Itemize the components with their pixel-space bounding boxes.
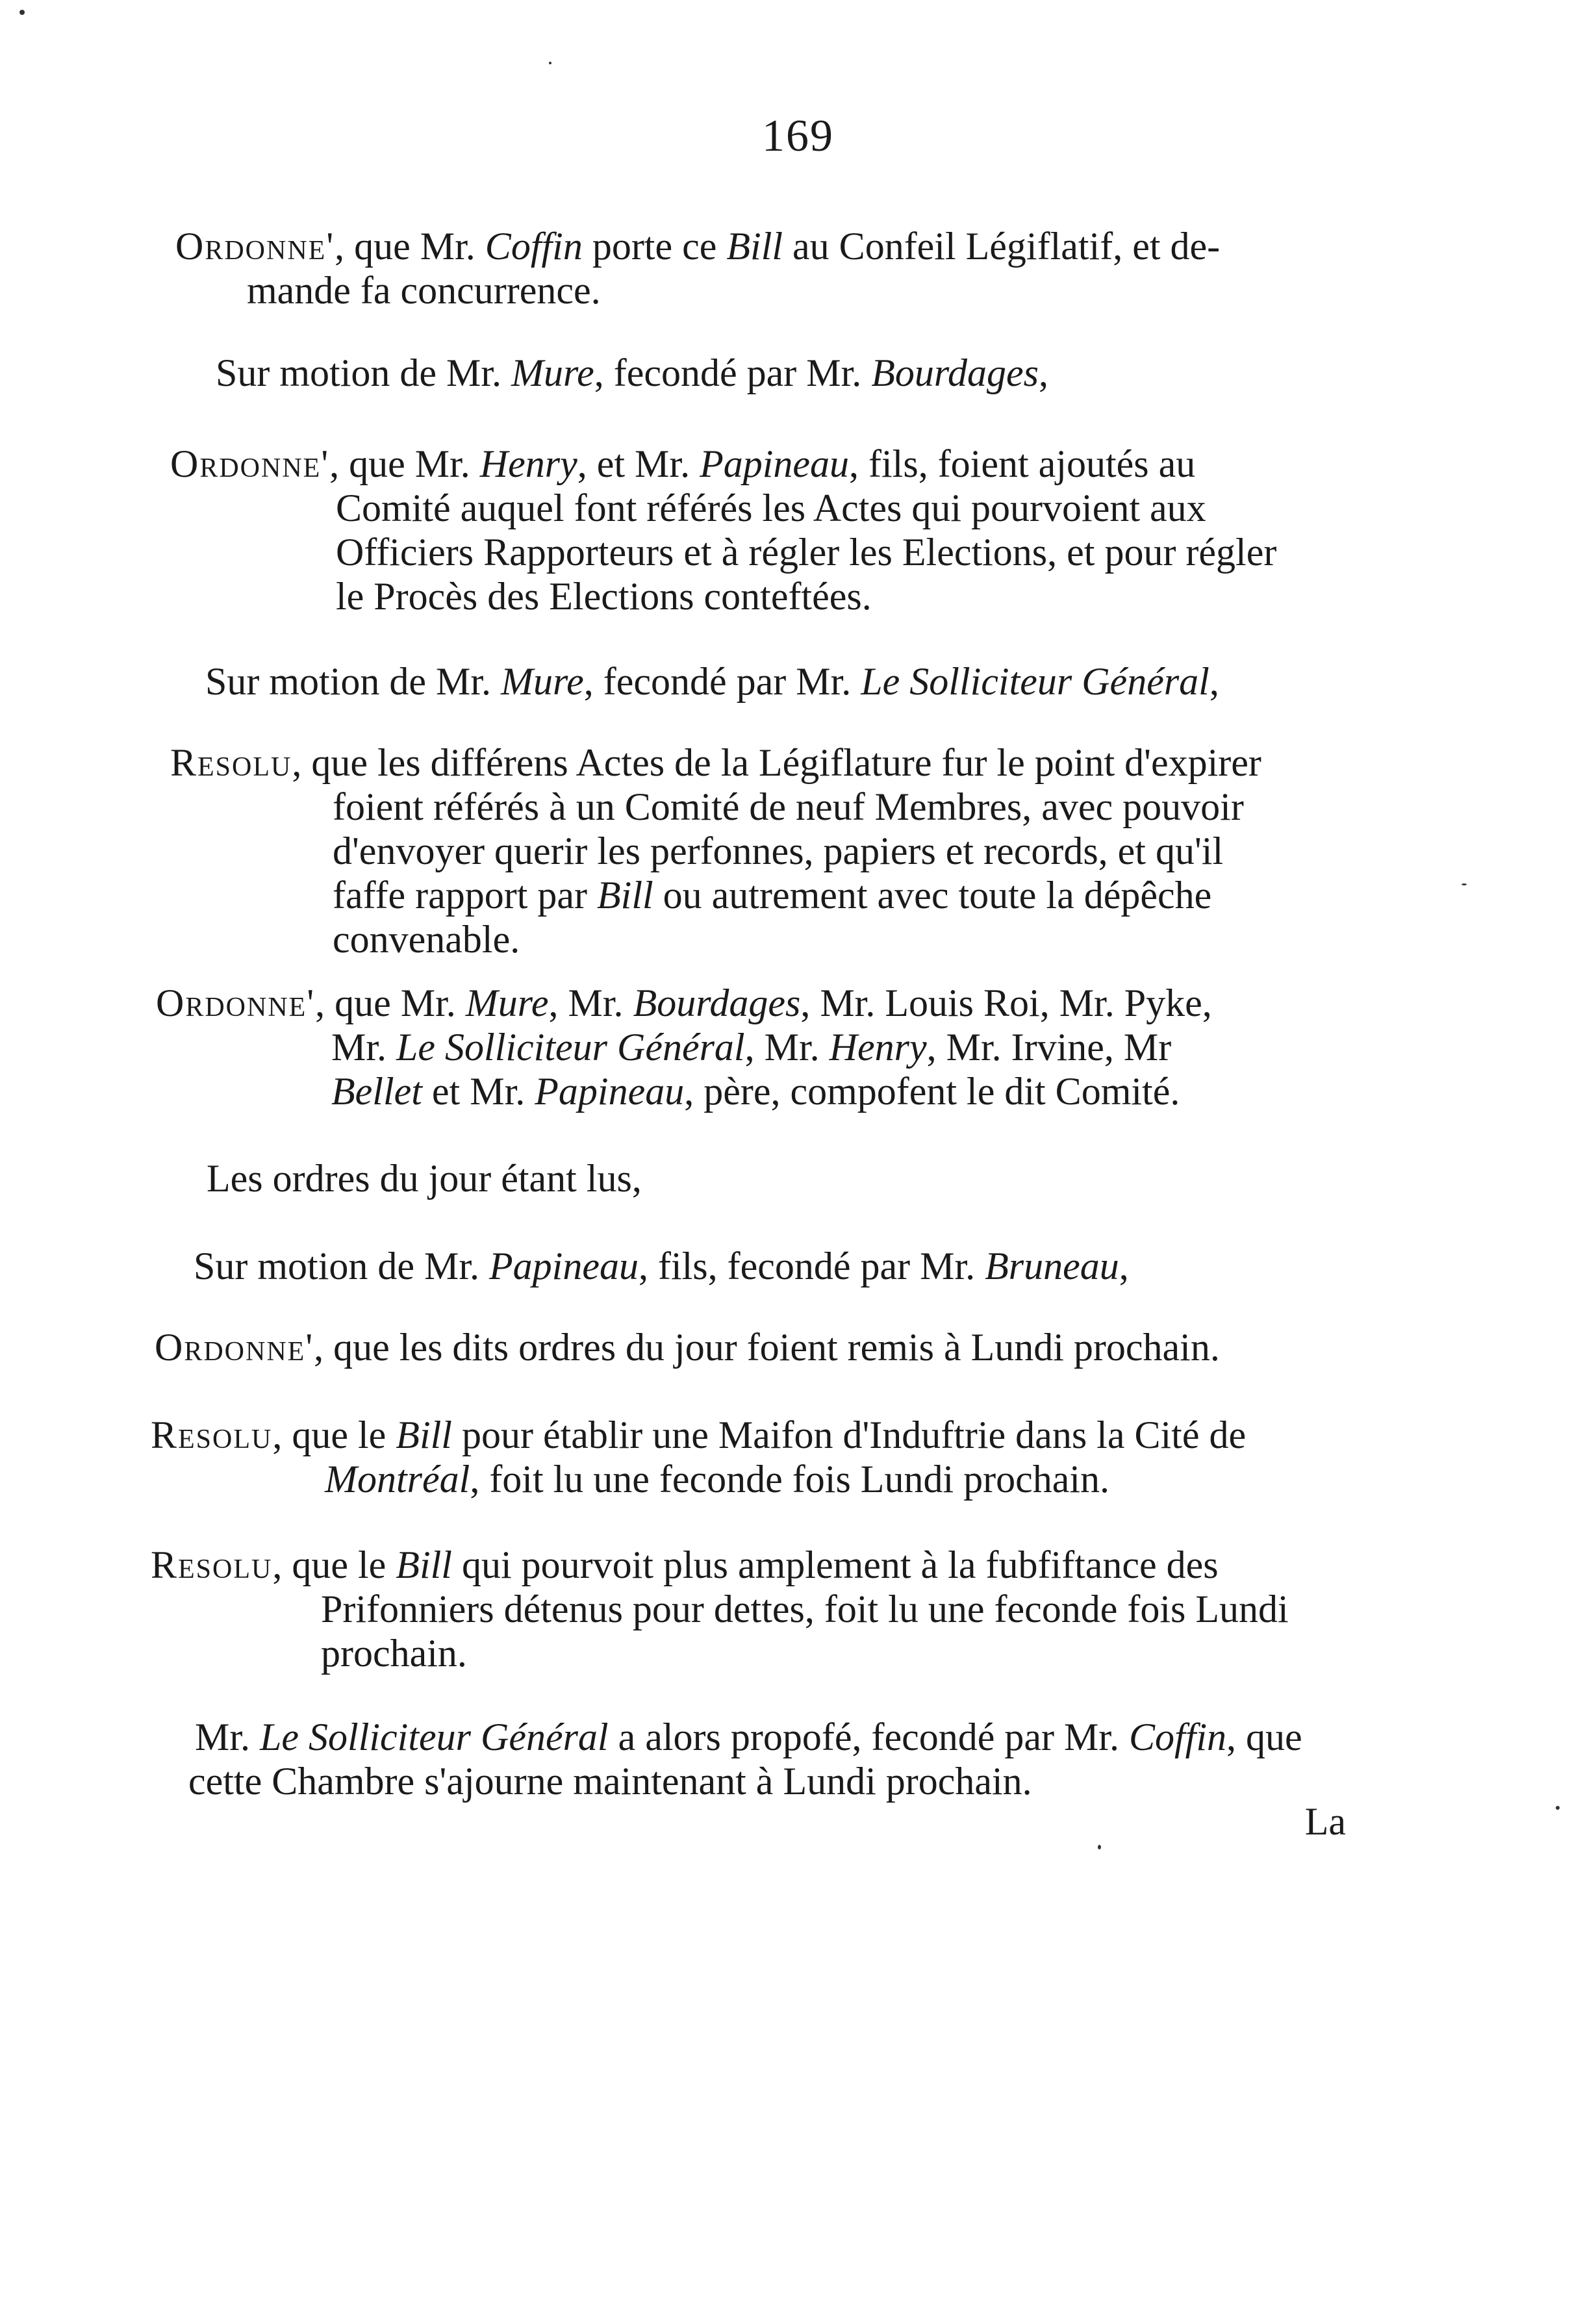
name-italic: Le Solliciteur Général (396, 1026, 745, 1069)
text-line (188, 1759, 1302, 1803)
text-line (333, 873, 1261, 917)
entry-ordonne-coffin-bill (175, 224, 1220, 312)
text-line (331, 1069, 1212, 1113)
keyword-ordonne: Ordonne' (170, 442, 330, 485)
text-line (333, 785, 1261, 829)
print-speck (1098, 1845, 1101, 1849)
text-span: , foit lu une feconde fois Lundi prochain. (470, 1458, 1110, 1501)
text-span: Officiers Rapporteurs et à régler les Elections, et pour régler (336, 531, 1277, 574)
name-italic: Bourdages (871, 351, 1039, 394)
text-line (321, 1631, 1289, 1675)
name-italic: Henry (479, 442, 577, 485)
keyword-resolu: Resolu (170, 741, 292, 784)
entry-motion-mure-bourdages (216, 351, 1048, 395)
text-span: , fecondé par Mr. (583, 660, 861, 703)
text-span: , Mr. (744, 1026, 830, 1069)
text-span: , fecondé par Mr. (594, 351, 872, 394)
keyword-resolu: Resolu (151, 1543, 273, 1586)
entry-motion-mure-solliciteur (205, 659, 1219, 704)
text-span: , que (1226, 1716, 1302, 1758)
entry-ordres-du-jour (207, 1156, 642, 1200)
text-line (331, 1025, 1212, 1069)
text-span: d'envoyer querir les perfonnes, papiers et records, et qu'il (333, 830, 1224, 872)
keyword-ordonne: Ordonne' (175, 225, 335, 268)
text-span: , fils, fecondé par Mr. (638, 1245, 985, 1287)
text-span: , que Mr. (315, 982, 466, 1024)
term-italic: Bill (396, 1414, 452, 1456)
text-span: le Procès des Elections conteftées. (336, 575, 872, 618)
text-span: , (1209, 660, 1219, 703)
entry-ordonne-remis-lundi (155, 1325, 1220, 1369)
print-speck (1462, 883, 1467, 885)
text-line (336, 530, 1276, 574)
name-italic: Bruneau (985, 1245, 1119, 1287)
print-speck (549, 62, 551, 64)
print-speck (1556, 1806, 1560, 1810)
place-italic: Montréal (325, 1458, 470, 1501)
text-span: Mr. (331, 1026, 397, 1069)
print-speck (19, 10, 25, 15)
text-span: , que le (272, 1543, 396, 1586)
text-span: qui pourvoit plus amplement à la fubfiftance des (451, 1543, 1219, 1586)
keyword-ordonne: Ordonne' (155, 1326, 314, 1369)
name-italic: Bellet (331, 1070, 422, 1113)
text-line (336, 574, 1276, 618)
entry-motion-papineau-bruneau (194, 1244, 1129, 1288)
name-italic: Le Solliciteur Général (260, 1716, 609, 1758)
name-italic: Coffin (485, 225, 583, 268)
page-number: 169 (762, 111, 834, 161)
text-span: prochain. (321, 1632, 467, 1675)
text-span: convenable. (333, 918, 520, 961)
name-italic: Le Solliciteur Général (861, 660, 1210, 703)
text-line (336, 486, 1276, 530)
text-span: Sur motion de Mr. (205, 660, 501, 703)
name-italic: Mure (511, 351, 594, 394)
text-span: mande fa concurrence. (247, 269, 601, 312)
text-span: a alors propofé, fecondé par Mr. (608, 1716, 1129, 1758)
name-italic: Coffin (1128, 1716, 1226, 1758)
term-italic: Bill (396, 1543, 452, 1586)
text-span: et Mr. (422, 1070, 535, 1113)
text-span: , Mr. Louis Roi, Mr. Pyke, (800, 982, 1212, 1024)
entry-ordonne-comite-members (156, 981, 1212, 1113)
text-line (170, 741, 1261, 785)
entry-resolu-comite-neuf-membres (170, 741, 1261, 961)
catchword: La (1304, 1800, 1346, 1843)
text-span: faffe rapport par (333, 874, 597, 917)
text-span: Prifonniers détenus pour dettes, foit lu une feconde fois Lundi (321, 1588, 1289, 1630)
text-line (156, 981, 1212, 1025)
text-line (325, 1457, 1246, 1501)
entry-resolu-prisonniers (151, 1543, 1289, 1675)
text-line (216, 351, 1048, 395)
name-italic: Henry (829, 1026, 927, 1069)
text-span: foient référés à un Comité de neuf Membres, avec pouvoir (333, 785, 1244, 828)
text-line (151, 1413, 1246, 1457)
text-line (194, 1244, 1129, 1288)
entry-ordonne-henry-papineau (170, 442, 1276, 618)
text-span: , (1119, 1245, 1129, 1287)
text-line (247, 268, 1220, 312)
term-italic: Bill (726, 225, 783, 268)
text-span: , que le (272, 1414, 396, 1456)
text-span: , père, compofent le dit Comité. (684, 1070, 1180, 1113)
text-span: pour établir une Maifon d'Induftrie dans la Cité de (451, 1414, 1247, 1456)
text-span: Comité auquel font référés les Actes qui pourvoient aux (336, 487, 1206, 529)
text-span: , que les différens Actes de la Légiflature fur le point d'expirer (292, 741, 1261, 784)
text-span: Sur motion de Mr. (194, 1245, 490, 1287)
name-italic: Mure (501, 660, 584, 703)
text-line (170, 442, 1276, 486)
name-italic: Mure (465, 982, 549, 1024)
text-span: , que Mr. (329, 442, 480, 485)
text-span: , que Mr. (335, 225, 485, 268)
text-line (195, 1715, 1302, 1759)
text-line (155, 1325, 1220, 1369)
text-line (205, 659, 1219, 704)
text-span: au Confeil Légiflatif, et de- (783, 225, 1221, 268)
text-span: , fils, foient ajoutés au (849, 442, 1196, 485)
text-span: Mr. (195, 1716, 260, 1758)
text-line (151, 1543, 1289, 1587)
text-line (207, 1156, 642, 1200)
text-span: cette Chambre s'ajourne maintenant à Lundi prochain. (188, 1760, 1032, 1803)
text-line (333, 917, 1261, 961)
text-span: ou autrement avec toute la dépêche (653, 874, 1212, 917)
name-italic: Bourdages (633, 982, 801, 1024)
text-span: , que les dits ordres du jour foient remis à Lundi prochain. (314, 1326, 1220, 1369)
text-line (321, 1587, 1289, 1631)
entry-ajournement (188, 1715, 1302, 1803)
text-span: , et Mr. (577, 442, 700, 485)
name-italic: Papineau (700, 442, 850, 485)
text-span: Sur motion de Mr. (216, 351, 512, 394)
term-italic: Bill (597, 874, 653, 917)
text-span: porte ce (582, 225, 727, 268)
text-span: , Mr. (548, 982, 633, 1024)
keyword-resolu: Resolu (151, 1414, 273, 1456)
name-italic: Papineau (489, 1245, 639, 1287)
keyword-ordonne: Ordonne' (156, 982, 316, 1024)
name-italic: Papineau (535, 1070, 685, 1113)
entry-resolu-maison-industrie (151, 1413, 1246, 1501)
text-span: , Mr. Irvine, Mr (926, 1026, 1172, 1069)
text-span: , (1039, 351, 1049, 394)
text-span: Les ordres du jour étant lus, (207, 1157, 642, 1200)
text-line (175, 224, 1220, 268)
text-line (333, 829, 1261, 873)
